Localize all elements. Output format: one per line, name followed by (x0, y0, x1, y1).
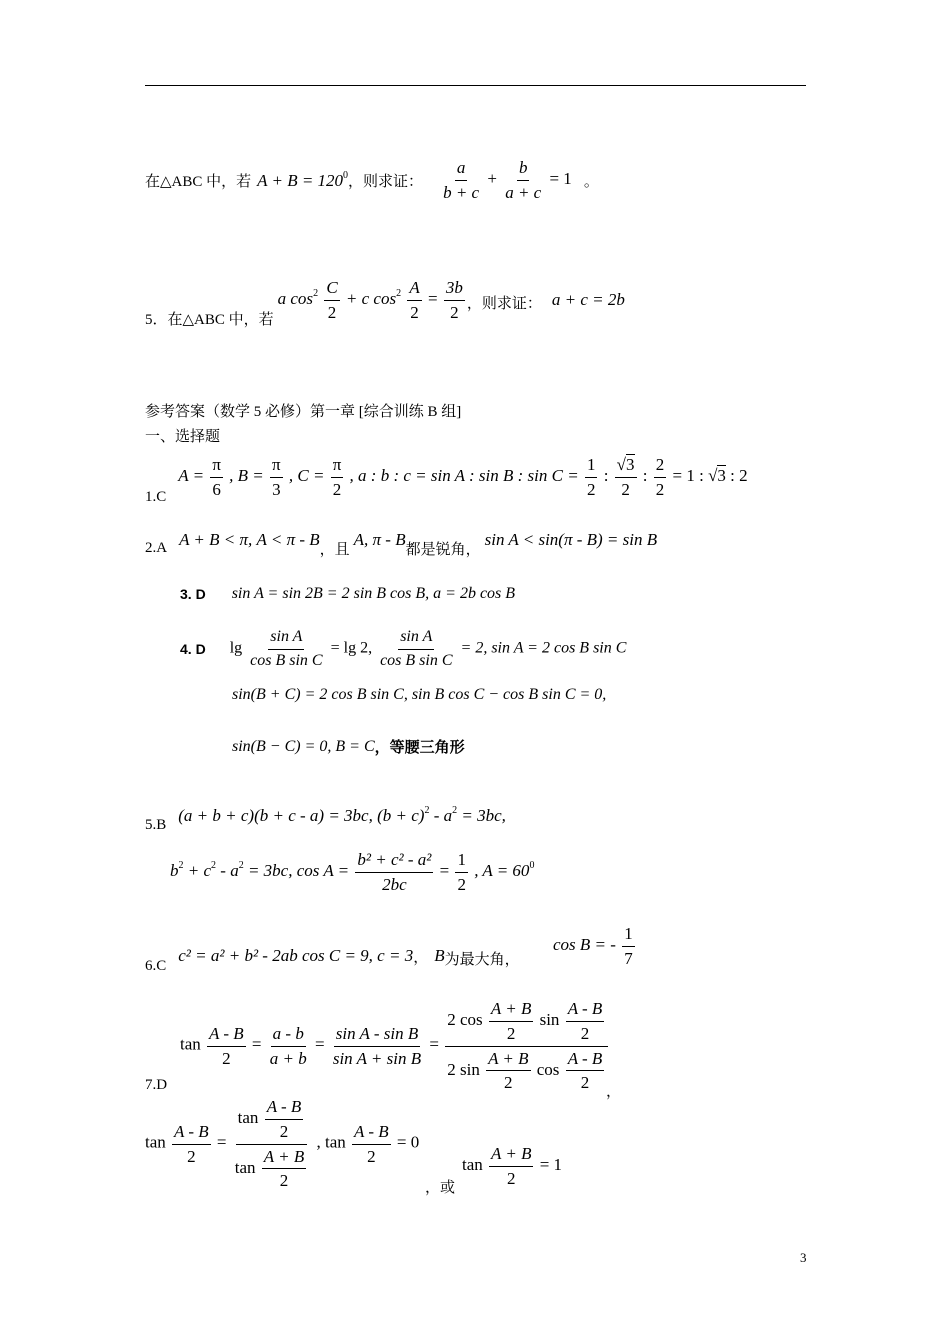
question-5 (145, 270, 625, 330)
answer-7-line2: tan $\frac{A - B}{2}$ = tan $\frac{A - B}{2}$ tan $\frac{A + B}{2}$ , tan $\frac{A - B}{2}$ = 0 (145, 1097, 420, 1191)
a2-mid: ，且 (319, 541, 350, 558)
a6-B: B (434, 946, 445, 965)
answer-3 (180, 585, 515, 603)
a6-expr: c² = a² + b² - 2ab cos C = 9, c = 3 (178, 946, 414, 965)
answers-heading: 参考答案（数学 5 必修）第一章 [综合训练 B 组] (145, 404, 462, 420)
a4-line3: sin(B − C) = 0, B = C ，等腰三角形 (232, 737, 465, 756)
page-number: 3 (800, 1250, 807, 1265)
a5-line1: (a + b + c)(b + c - a) = 3bc, $(b + c)^2 - a^2 = 3bc$, (178, 804, 506, 825)
q5-equation: a $\cos^2$ $\frac{C}{2}$ + c $\cos^2$ $\frac{A}{2}$ = $\frac{3b}{2}$ (277, 277, 463, 322)
answer-1 (145, 452, 748, 505)
a5-line2: $b^2 + c^2 - a^2 = 3bc$, cos A = $\frac{\text{b² + c² - a²}}{2bc}$ = $\frac{1}{2}$ , $A = 60^0$ (170, 849, 535, 894)
a2-expr1: A + B < π, A < π - B (179, 530, 320, 549)
a2-expr2: A, π - B (353, 530, 406, 549)
a3-expr: sin A = sin 2B = 2 sin B cos B, a = 2b cos B (231, 585, 516, 602)
answer-5 (145, 798, 506, 832)
q4-mid: ，则求证： (348, 173, 424, 190)
q4-condition: $A + B = 120^0$ (257, 169, 349, 190)
q5-mid: ，则求证： (466, 295, 542, 312)
answers-section: 一、选择题 (145, 429, 221, 445)
a3-label: 3. D (180, 586, 206, 602)
a7-comma: ， (606, 1084, 622, 1100)
a6-mid2: 为最大角， (444, 951, 520, 968)
header-rule (145, 85, 806, 86)
a5-label: 5.B (145, 816, 167, 833)
a6-cosb: cos B = - $\frac{1}{7}$ (553, 924, 633, 968)
a7-tan-one: tan $\frac{A + B}{2}$ = 1 (462, 1144, 563, 1188)
q4-end: 。 (583, 173, 599, 190)
a7-label: 7.D (145, 1077, 168, 1093)
answer-2 (145, 522, 657, 558)
answer-4 (180, 623, 626, 675)
a2-expr3: sin A < sin(π - B) = sin B (484, 530, 658, 549)
a4-label: 4. D (180, 641, 206, 657)
q5-prefix: 5．在△ABC 中，若 (145, 311, 274, 328)
a4-line1: lg $\frac{\text{sin A}}{\text{cos B sin C}}$ = lg 2, $\frac{\text{sin A}}{\text{cos B sin C}}$ = 2, sin A = 2 cos B sin C (229, 628, 627, 669)
answer-7-line1: tan $\frac{A - B}{2}$ = $\frac{a - b}{a + b}$ = $\frac{\text{sin A - sin B}}{\text{sin A + sin B}}$ = 2 cos $\frac{A + B}{2}$ sin $\frac{A - B}{2}$ 2 sin $\frac{A + B}{2}$ cos $\frac{A - B}{2}$ (180, 998, 610, 1094)
q5-claim: a + c = 2b (551, 290, 625, 309)
q4-prefix: 在△ABC 中，若 (145, 173, 252, 190)
a2-mid2: 都是锐角， (405, 541, 481, 558)
a2-label: 2.A (145, 539, 168, 556)
a4-line2: sin(B + C) = 2 cos B sin C, sin B cos C − cos B sin C = 0, (232, 686, 607, 703)
a1-label: 1.C (145, 488, 167, 505)
q4-equation: $\frac{a}{b + c}$ + $\frac{b}{a + c}$ = 1 (443, 157, 572, 202)
a6-label: 6.C (145, 957, 167, 974)
question-4 (145, 150, 599, 210)
a7-or: ，或 (425, 1180, 456, 1196)
a1-expr: A = $\frac{\pi}{6}$ , B = $\frac{\pi}{3}$ , C = $\frac{\pi}{2}$ , a : b : c = sin A : sin B : sin C = $\frac{1}{2}$ : $\frac{√3}{2}$ : $\frac{2}{2}$ = 1 : √3 : 2 (178, 454, 748, 499)
answer-6: 6.C c² = a² + b² - 2ab cos C = 9, c = 3 ， B 为最大角， (145, 946, 520, 974)
